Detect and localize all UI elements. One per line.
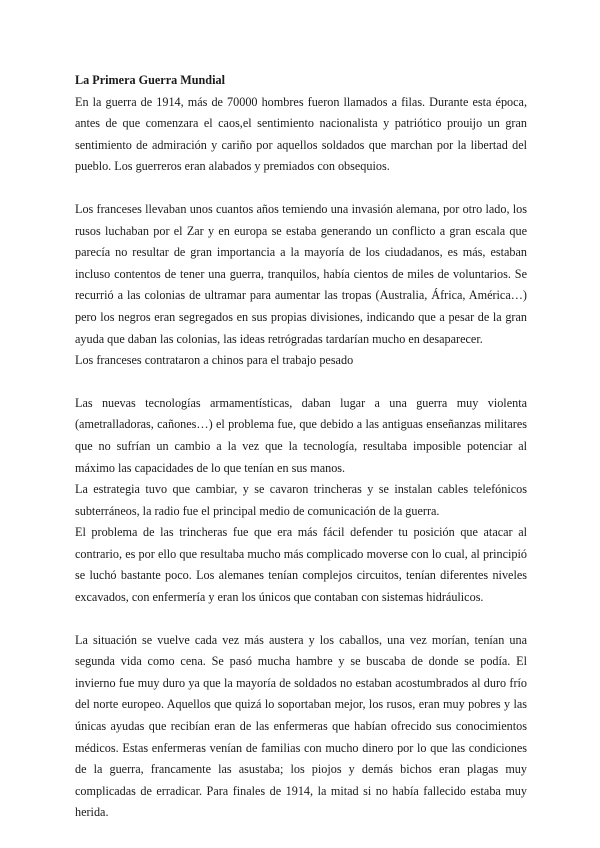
document-title: La Primera Guerra Mundial [75,73,225,87]
paragraph-2: Los franceses llevaban unos cuantos años temiendo una invasión alemana, por otro lado, los rusos luchaban por el Zar y en europa se estaba generando un conflicto a gran escala que parecía no resultar de gran importancia a la mayoría de los ciudadanos, es más, estaban incluso contentos de tener una guerra, tranquilos, había cientos de miles de voluntarios. Se recurrió a las colonias de ultramar para aumentar las tropas (Australia, África, América…) pero los negros eran segregados en sus propias divisiones, indicando que a pesar de la gran ayuda que daban las colonias, las ideas retrógradas tardarían mucho en desaparecer. [75,201,527,346]
paragraph-1: En la guerra de 1914, más de 70000 hombres fueron llamados a filas. Durante esta época, antes de que comenzara el caos,el sentimiento nacionalista y patriótico prouijo un gran sentimiento de admiración y cariño por aquellos soldados que marchan por la libertad del pueblo. Los guerreros eran alabados y premiados con obsequios. [75,94,527,174]
paragraph-6: El problema de las trincheras fue que era más fácil defender tu posición que atacar al contrario, es por ello que resultaba mucho más complicado moverse con lo cual, al principió se luchó bastante poco. Los alemanes tenían complejos circuitos, tenían diferentes niveles excavados, con enfermería y eran los únicos que contaban con sistemas hidráulicos. [75,525,527,605]
document-page [75,70,527,824]
paragraph-3: Los franceses contrataron a chinos para el trabajo pesado [75,353,354,368]
paragraph-4: Las nuevas tecnologías armamentísticas, daban lugar a una guerra muy violenta (ametralladoras, cañones…) el problema fue, que debido a las antiguas enseñanzas militares que no sufrían un cambio a la vez que la tecnología, resultaba imposible potenciar al máximo las capacidades de lo que tenían en sus manos. [75,395,527,475]
paragraph-5: La estrategia tuvo que cambiar, y se cavaron trincheras y se instalan cables telefónicos subterráneos, la radio fue el principal medio de comunicación de la guerra. [75,482,527,518]
paragraph-7: La situación se vuelve cada vez más austera y los caballos, una vez morían, tenían una segunda vida como cena. Se pasó mucha hambre y se buscaba de donde se podía. El invierno fue muy duro ya que la mayoría de soldados no estaban acostumbrados al duro frío del norte europeo. Aquellos que quizá lo soportaban mejor, los rusos, eran muy pobres y las únicas ayudas que recibían eran de las enfermeras que habían ofrecido sus conocimientos médicos. Estas enfermeras venían de familias con mucho dinero por lo que las condiciones de la guerra, francamente las asustaba; los piojos y demás bichos eran plagas muy complicadas de erradicar. Para finales de 1914, la mitad si no había fallecido estaba muy herida. [75,632,527,820]
